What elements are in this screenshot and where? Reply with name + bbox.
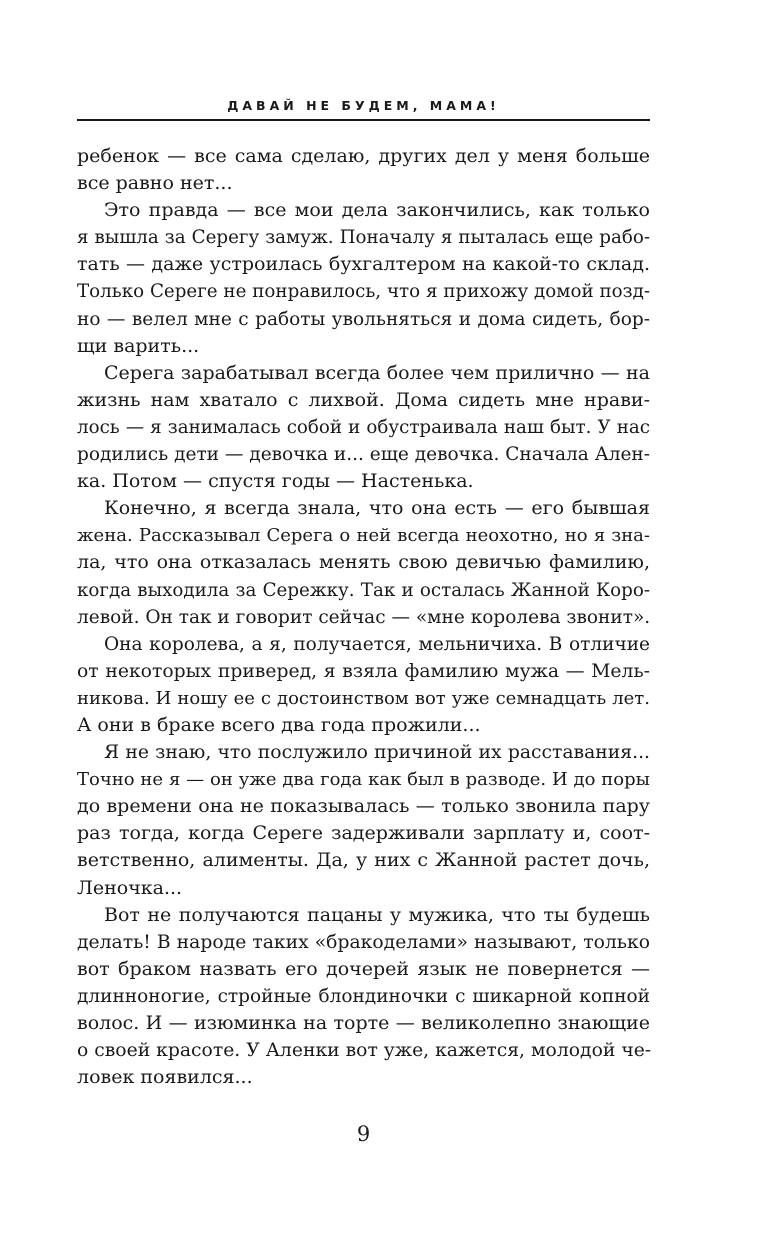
text-line: вот браком назвать его дочерей язык не повернется —: [77, 957, 650, 980]
text-line: ловек появился...: [77, 1066, 253, 1089]
text-line: ка. Потом — спустя годы — Настенька.: [77, 470, 474, 493]
text-line: левой. Он так и говорит сейчас — «мне королева звонит».: [77, 606, 651, 628]
text-line: все равно нет...: [77, 172, 233, 195]
running-head: ДАВАЙ НЕ БУДЕМ, МАМА!: [227, 98, 500, 113]
text-line: Конечно, я всегда знала, что она есть — его бывшая: [104, 497, 650, 520]
text-line: Леночка...: [77, 876, 183, 899]
text-line: Вот не получаются пацаны у мужика, что ты будешь: [104, 903, 650, 926]
text-line: раз тогда, когда Сереге задерживали зарплату и, соот-: [77, 822, 650, 845]
text-line: о своей красоте. У Аленки вот уже, кажется, молодой че-: [77, 1040, 652, 1062]
text-body: [77, 143, 650, 1091]
text-line: Я не знаю, что послужило причиной их расставания...: [104, 742, 650, 764]
text-line: до времени она не показывалась — только звонила пару: [77, 795, 650, 818]
text-line: волос. И — изюминка на торте — великолепно знающие: [77, 1012, 650, 1034]
text-line: жизнь нам хватало с лихвой. Дома сидеть мне нрави-: [77, 388, 650, 411]
text-line: ребенок — все сама сделаю, других дел у меня больше: [77, 145, 650, 167]
text-line: я вышла за Серегу замуж. Поначалу я пыталась еще рабо-: [77, 227, 650, 249]
text-line: лось — я занималась собой и обустраивала наш быт. У нас: [77, 416, 650, 438]
text-line: Серега зарабатывал всегда более чем прилично — на: [104, 361, 650, 384]
text-line: от некоторых привеpед, я взяла фамилию мужа — Мель-: [77, 660, 650, 682]
page-number: 9: [356, 1122, 371, 1146]
header-rule: [77, 119, 650, 121]
text-line: А они в браке всего два года прожили...: [77, 713, 481, 736]
text-line: делать! В народе таких «бракоделами» называют, только: [77, 931, 650, 953]
text-line: Только Сереге не понравилось, что я прихожу домой позд-: [77, 281, 650, 303]
text-line: жена. Рассказывал Серега о ней всегда неохотно, но я зна-: [77, 525, 650, 547]
text-line: ла, что она отказалась менять свою девичью фамилию,: [77, 551, 650, 574]
text-line: Точно не я — он уже два года как был в разводе. И до поры: [77, 769, 650, 791]
text-line: Это правда — все мои дела закончились, как только: [104, 199, 650, 222]
text-line: ветственно, алименты. Да, у них с Жанной растет дочь,: [77, 849, 650, 872]
text-line: родились дети — девочка и... еще девочка. Сначала Ален-: [77, 444, 650, 466]
text-line: никова. И ношу ее с достоинством вот уже семнадцать лет.: [77, 687, 650, 709]
text-line: щи варить...: [77, 334, 200, 357]
text-line: когда выходила за Сережку. Так и осталась Жанной Коро-: [77, 579, 650, 601]
text-line: тать — даже устроилась бухгалтером на какой-то склад.: [77, 253, 650, 276]
text-line: но — велел мне с работы увольняться и дома сидеть, бор-: [77, 308, 650, 330]
text-line: длинноногие, стройные блондиночки с шикарной копной: [77, 985, 650, 1007]
text-line: Она королева, а я, получается, мельничиха. В отличие: [104, 633, 650, 655]
